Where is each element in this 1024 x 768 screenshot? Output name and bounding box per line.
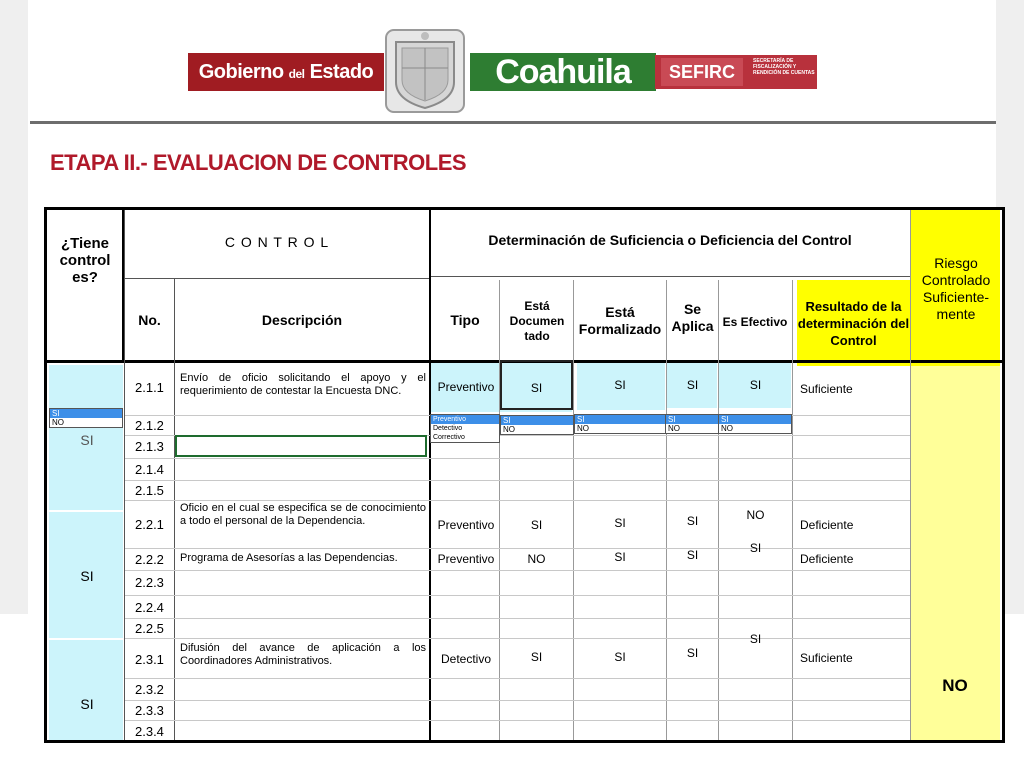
- row-formalizado: SI: [614, 550, 626, 564]
- row-no: 2.3.4: [135, 724, 164, 739]
- row-description: Difusión del avance de aplicación a los Coordinadores Administrativos.: [180, 642, 426, 667]
- row-documentado: SI: [530, 650, 543, 664]
- efectivo-header: Es Efectivo: [722, 314, 788, 329]
- doc-dropdown[interactable]: [500, 415, 574, 435]
- row-no: 2.2.1: [135, 517, 164, 532]
- row-resultado: Suficiente: [800, 382, 853, 396]
- dropdown-option-preventivo[interactable]: Preventivo: [431, 415, 499, 424]
- dropdown-option-si[interactable]: SI: [719, 415, 791, 424]
- row-resultado: Suficiente: [800, 651, 853, 665]
- determinacion-header: Determinación de Suficiencia o Deficiencia del Control: [488, 231, 852, 248]
- group1-tiene-value: SI: [80, 432, 94, 448]
- row-aplica: SI: [686, 514, 699, 528]
- row-no: 2.1.5: [135, 483, 164, 498]
- row-resultado: Deficiente: [800, 552, 854, 566]
- sefirc-logo: [655, 55, 817, 89]
- row-tipo: Preventivo: [437, 380, 495, 394]
- row-formalizado: SI: [614, 378, 626, 392]
- dropdown-option-si[interactable]: SI: [575, 415, 666, 424]
- row-no: 2.2.5: [135, 621, 164, 636]
- row-formalizado: SI: [614, 650, 626, 664]
- dropdown-option-detectivo[interactable]: Detectivo: [433, 425, 463, 432]
- coahuila-logo: Coahuila: [470, 53, 656, 91]
- row-tipo: Preventivo: [437, 552, 495, 566]
- tipo-header: Tipo: [450, 311, 480, 328]
- row-efectivo: SI: [749, 378, 762, 392]
- row-efectivo: SI: [749, 632, 762, 646]
- estado-label: Estado: [309, 61, 374, 83]
- tiene-controles-header: ¿Tiene control es?: [59, 234, 111, 286]
- aplica-dropdown[interactable]: [665, 414, 719, 434]
- page-title: ETAPA II.- EVALUACION DE CONTROLES: [50, 150, 467, 175]
- no-header: No.: [138, 311, 161, 328]
- row-description: Envío de oficio solicitando el apoyo y el requerimiento de contestar la Encuesta DNC.: [180, 372, 426, 397]
- dropdown-option-no[interactable]: NO: [52, 418, 64, 427]
- row-no: 2.1.1: [135, 380, 164, 395]
- row-efectivo: NO: [746, 508, 765, 522]
- efect-dropdown[interactable]: [718, 414, 792, 434]
- dropdown-option-correctivo[interactable]: Correctivo: [433, 434, 465, 441]
- tipo-dropdown[interactable]: [430, 414, 500, 443]
- group3-tiene-value: SI: [80, 696, 94, 712]
- form-dropdown[interactable]: [574, 414, 667, 434]
- row-resultado: Deficiente: [800, 518, 854, 532]
- resultado-header: Resultado de la determinación del Control: [797, 298, 910, 348]
- row-formalizado: SI: [614, 516, 626, 530]
- documentado-header: Está Documen tado: [509, 298, 565, 343]
- row-aplica: SI: [686, 646, 699, 660]
- row-no: 2.1.4: [135, 462, 164, 477]
- riesgo-value: NO: [942, 676, 968, 695]
- aplica-header: Se Aplica: [671, 301, 714, 334]
- sefirc-subtitle: SECRETARÍA DE FISCALIZACIÓN Y RENDICIÓN DE CUENTAS: [753, 58, 815, 76]
- row-efectivo: SI: [749, 541, 762, 555]
- gobierno-del-estado-logo: [188, 53, 384, 91]
- dropdown-option-no[interactable]: NO: [668, 424, 680, 433]
- row-description: Oficio en el cual se especifica se de conocimiento a todo el personal de la Dependencia.: [180, 502, 426, 527]
- dropdown-option-si[interactable]: SI: [50, 409, 122, 418]
- row-tipo: Preventivo: [437, 518, 495, 532]
- descripcion-header: Descripción: [261, 311, 343, 328]
- row-no: 2.2.2: [135, 552, 164, 567]
- row-no: 2.1.3: [135, 439, 164, 454]
- dropdown-option-no[interactable]: NO: [721, 424, 733, 433]
- row-no: 2.2.3: [135, 575, 164, 590]
- group3-tiene-bg: [49, 640, 123, 740]
- row-description: Programa de Asesorías a las Dependencias.: [180, 552, 398, 564]
- del-label: del: [288, 67, 305, 81]
- formalizado-header: Está Formalizado: [578, 304, 662, 337]
- row-tipo: Detectivo: [440, 652, 492, 666]
- dropdown-option-si[interactable]: SI: [501, 416, 573, 425]
- row-no: 2.3.3: [135, 703, 164, 718]
- sefirc-label: SEFIRC: [661, 58, 743, 86]
- dropdown-option-si[interactable]: SI: [666, 415, 718, 424]
- control-header: C O N T R O L: [224, 233, 330, 250]
- group2-tiene-value: SI: [80, 568, 94, 584]
- coat-of-arms-seal-icon: [382, 28, 468, 114]
- selected-cell-2-1-3[interactable]: [175, 435, 427, 457]
- row-documentado: SI: [530, 518, 543, 532]
- row-no: 2.2.4: [135, 600, 164, 615]
- si-no-dropdown[interactable]: [49, 408, 123, 428]
- controls-evaluation-table: [44, 207, 1005, 743]
- row-documentado: SI: [530, 381, 543, 395]
- row-aplica: SI: [686, 548, 699, 562]
- row-documentado: NO: [527, 552, 546, 566]
- gobierno-label: Gobierno: [198, 61, 284, 83]
- row-aplica: SI: [686, 378, 699, 392]
- header-divider: [30, 121, 996, 124]
- dropdown-option-no[interactable]: NO: [577, 424, 589, 433]
- row-no: 2.3.1: [135, 652, 164, 667]
- row-no: 2.3.2: [135, 682, 164, 697]
- riesgo-header: Riesgo Controlado Suficiente- mente: [921, 255, 991, 322]
- dropdown-option-no[interactable]: NO: [503, 425, 515, 434]
- row-no: 2.1.2: [135, 418, 164, 433]
